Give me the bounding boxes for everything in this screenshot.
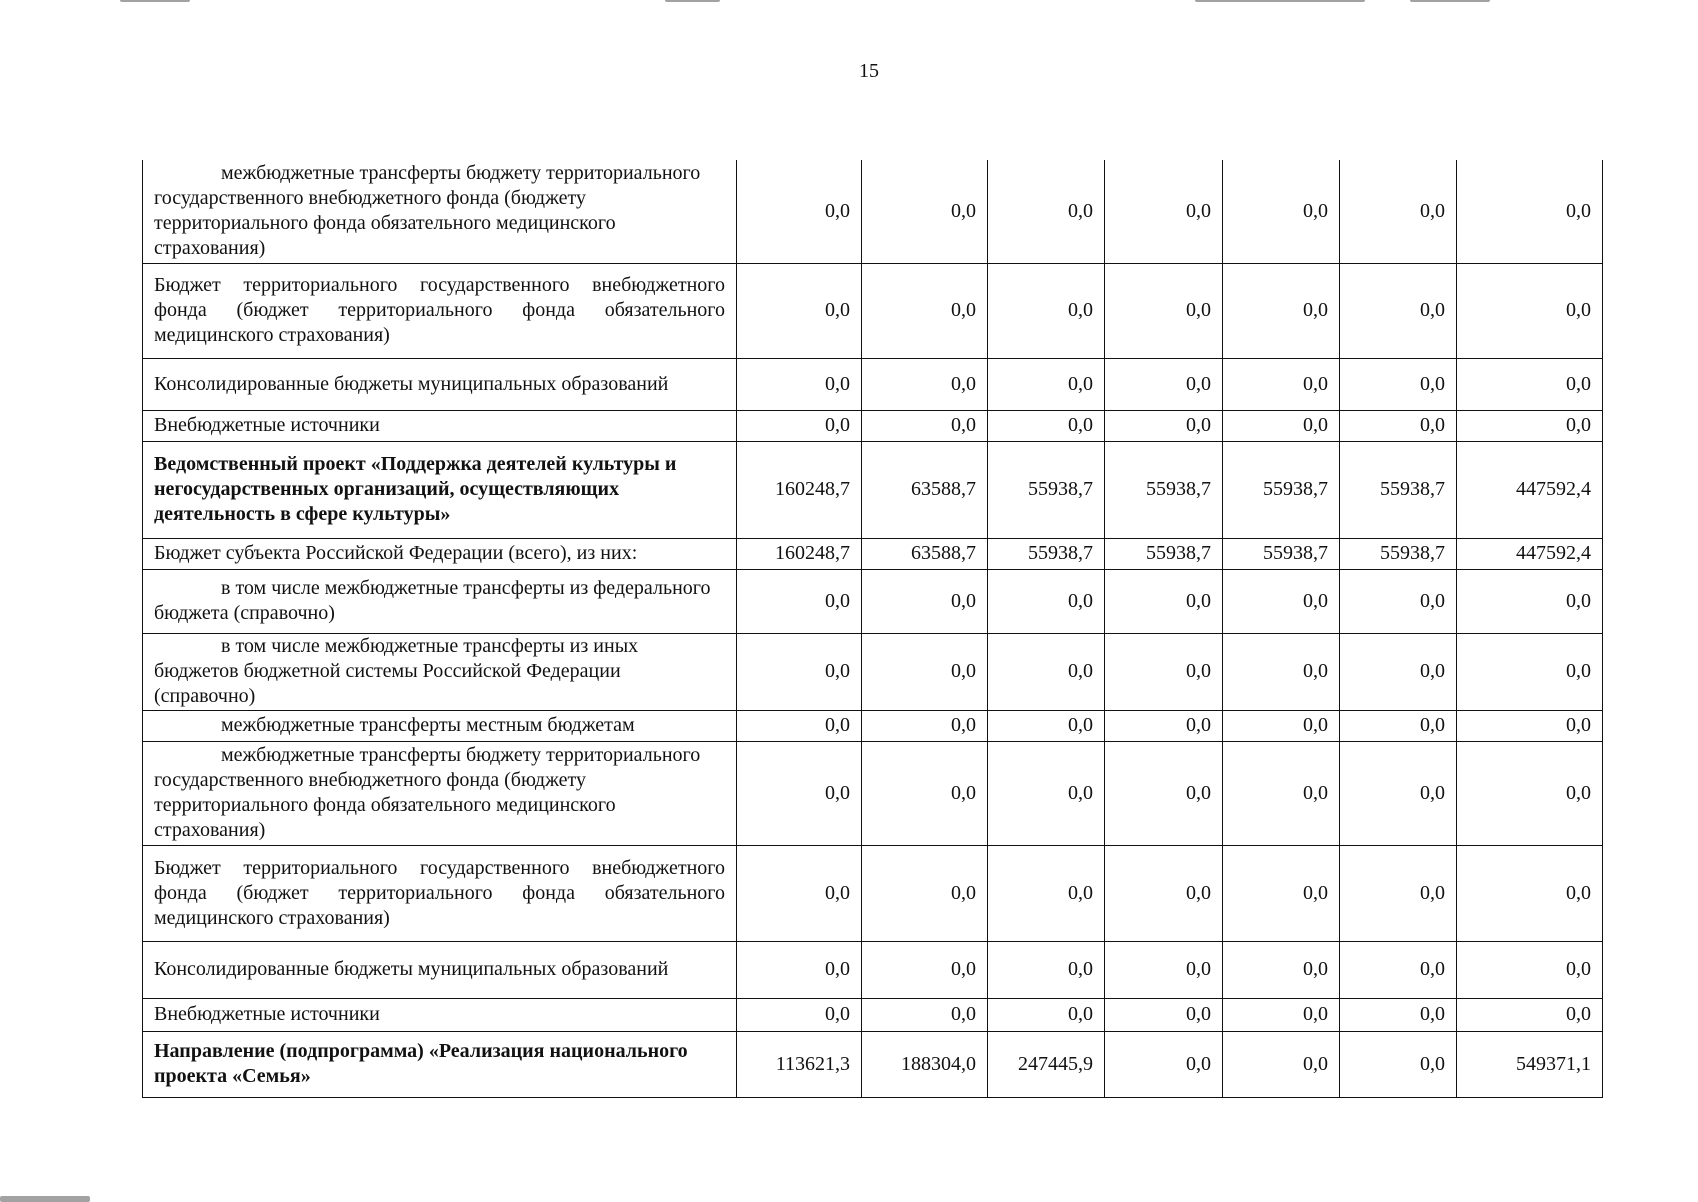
value-cell: 160248,7: [737, 538, 862, 569]
value-cell: 0,0: [1340, 358, 1457, 410]
value-cell: 0,0: [1105, 358, 1223, 410]
row-label: Ведомственный проект «Поддержка деятелей культуры и негосударственных организаций, осуществляющих деятельность в сфере культуры»: [143, 441, 737, 538]
value-cell: 0,0: [1223, 263, 1340, 358]
value-cell: 0,0: [737, 569, 862, 633]
value-cell: 0,0: [988, 569, 1105, 633]
scan-artifact: [665, 0, 720, 2]
value-cell: 0,0: [862, 710, 988, 741]
value-cell: 0,0: [988, 410, 1105, 441]
value-cell: 0,0: [1340, 1031, 1457, 1097]
value-cell: 0,0: [862, 160, 988, 263]
value-cell: 0,0: [1340, 998, 1457, 1031]
value-cell: 0,0: [1105, 160, 1223, 263]
value-cell: 0,0: [1105, 741, 1223, 845]
table-row: [143, 358, 1603, 410]
table-row: [143, 710, 1603, 741]
table-row: [143, 941, 1603, 998]
value-cell: 0,0: [1457, 741, 1603, 845]
value-cell: 0,0: [1340, 569, 1457, 633]
value-cell: 0,0: [1105, 1031, 1223, 1097]
value-cell: 0,0: [1223, 1031, 1340, 1097]
value-cell: 0,0: [862, 998, 988, 1031]
value-cell: 0,0: [1457, 358, 1603, 410]
value-cell: 0,0: [1223, 358, 1340, 410]
value-cell: 0,0: [1223, 410, 1340, 441]
value-cell: 55938,7: [1105, 538, 1223, 569]
value-cell: 0,0: [1340, 410, 1457, 441]
table-row: [143, 633, 1603, 710]
value-cell: 63588,7: [862, 441, 988, 538]
value-cell: 0,0: [737, 263, 862, 358]
value-cell: 0,0: [1223, 741, 1340, 845]
row-label: межбюджетные трансферты бюджету территориального государственного внебюджетного фонда (бюджету территориального фонда обязательного медицинского страхования): [143, 741, 737, 845]
table-row: [143, 1031, 1603, 1097]
value-cell: 55938,7: [988, 441, 1105, 538]
value-cell: 0,0: [1340, 160, 1457, 263]
value-cell: 0,0: [862, 941, 988, 998]
value-cell: 0,0: [1223, 710, 1340, 741]
value-cell: 0,0: [737, 710, 862, 741]
value-cell: 0,0: [1223, 845, 1340, 941]
value-cell: 0,0: [862, 410, 988, 441]
value-cell: 0,0: [1105, 263, 1223, 358]
row-label: Консолидированные бюджеты муниципальных образований: [143, 941, 737, 998]
value-cell: 0,0: [1105, 710, 1223, 741]
value-cell: 0,0: [737, 998, 862, 1031]
value-cell: 0,0: [1105, 998, 1223, 1031]
scan-artifact: [1195, 0, 1365, 2]
table-row: [143, 160, 1603, 263]
scan-artifact: [0, 1196, 90, 1202]
value-cell: 55938,7: [1223, 441, 1340, 538]
row-label: Консолидированные бюджеты муниципальных образований: [143, 358, 737, 410]
row-label: Внебюджетные источники: [143, 998, 737, 1031]
value-cell: 0,0: [1223, 160, 1340, 263]
row-label: Внебюджетные источники: [143, 410, 737, 441]
value-cell: 0,0: [1223, 633, 1340, 710]
value-cell: 0,0: [737, 410, 862, 441]
value-cell: 0,0: [1457, 941, 1603, 998]
value-cell: 0,0: [737, 845, 862, 941]
value-cell: 0,0: [862, 358, 988, 410]
value-cell: 0,0: [737, 160, 862, 263]
budget-table: [142, 160, 1603, 1098]
value-cell: 0,0: [1223, 941, 1340, 998]
value-cell: 55938,7: [1340, 538, 1457, 569]
value-cell: 0,0: [1105, 633, 1223, 710]
table-row: [143, 998, 1603, 1031]
value-cell: 160248,7: [737, 441, 862, 538]
value-cell: 0,0: [1340, 633, 1457, 710]
value-cell: 0,0: [862, 263, 988, 358]
value-cell: 0,0: [988, 998, 1105, 1031]
value-cell: 55938,7: [988, 538, 1105, 569]
value-cell: 0,0: [737, 741, 862, 845]
value-cell: 0,0: [862, 569, 988, 633]
value-cell: 0,0: [1223, 569, 1340, 633]
value-cell: 247445,9: [988, 1031, 1105, 1097]
value-cell: 63588,7: [862, 538, 988, 569]
table-row: [143, 410, 1603, 441]
row-label: Направление (подпрограмма) «Реализация национального проекта «Семья»: [143, 1031, 737, 1097]
scan-artifact: [1410, 0, 1490, 2]
value-cell: 0,0: [737, 358, 862, 410]
value-cell: 0,0: [1105, 941, 1223, 998]
value-cell: 0,0: [1340, 941, 1457, 998]
value-cell: 447592,4: [1457, 441, 1603, 538]
row-label: Бюджет субъекта Российской Федерации (всего), из них:: [143, 538, 737, 569]
value-cell: 0,0: [737, 633, 862, 710]
value-cell: 0,0: [1457, 998, 1603, 1031]
table-row: [143, 845, 1603, 941]
row-label: Бюджет территориального государственного внебюджетного фонда (бюджет территориального фонда обязательного медицинского страхования): [143, 263, 737, 358]
value-cell: 0,0: [988, 741, 1105, 845]
value-cell: 0,0: [737, 941, 862, 998]
value-cell: 0,0: [1340, 845, 1457, 941]
value-cell: 0,0: [1457, 845, 1603, 941]
value-cell: 0,0: [1340, 741, 1457, 845]
value-cell: 0,0: [988, 941, 1105, 998]
value-cell: 0,0: [1340, 263, 1457, 358]
value-cell: 0,0: [988, 845, 1105, 941]
value-cell: 0,0: [988, 633, 1105, 710]
row-label: в том числе межбюджетные трансферты из иных бюджетов бюджетной системы Российской Федерации (справочно): [143, 633, 737, 710]
scan-artifact: [120, 0, 190, 2]
value-cell: 0,0: [862, 633, 988, 710]
table-row: [143, 263, 1603, 358]
value-cell: 0,0: [988, 160, 1105, 263]
value-cell: 0,0: [862, 845, 988, 941]
value-cell: 0,0: [988, 263, 1105, 358]
value-cell: 0,0: [1457, 410, 1603, 441]
row-label: межбюджетные трансферты бюджету территориального государственного внебюджетного фонда (бюджету территориального фонда обязательного медицинского страхования): [143, 160, 737, 263]
value-cell: 55938,7: [1340, 441, 1457, 538]
value-cell: 0,0: [988, 358, 1105, 410]
value-cell: 0,0: [1457, 569, 1603, 633]
table-row: [143, 569, 1603, 633]
value-cell: 55938,7: [1105, 441, 1223, 538]
table-row: [143, 741, 1603, 845]
row-label: в том числе межбюджетные трансферты из федерального бюджета (справочно): [143, 569, 737, 633]
row-label: Бюджет территориального государственного внебюджетного фонда (бюджет территориального фонда обязательного медицинского страхования): [143, 845, 737, 941]
value-cell: 447592,4: [1457, 538, 1603, 569]
value-cell: 0,0: [1457, 160, 1603, 263]
value-cell: 0,0: [1223, 998, 1340, 1031]
value-cell: 0,0: [1105, 569, 1223, 633]
value-cell: 0,0: [1105, 410, 1223, 441]
value-cell: 0,0: [1457, 633, 1603, 710]
value-cell: 0,0: [1340, 710, 1457, 741]
row-label: межбюджетные трансферты местным бюджетам: [143, 710, 737, 741]
value-cell: 188304,0: [862, 1031, 988, 1097]
value-cell: 0,0: [862, 741, 988, 845]
page-number: 15: [859, 60, 879, 82]
table-row: [143, 441, 1603, 538]
value-cell: 0,0: [988, 710, 1105, 741]
value-cell: 0,0: [1457, 710, 1603, 741]
table-row: [143, 538, 1603, 569]
value-cell: 55938,7: [1223, 538, 1340, 569]
value-cell: 0,0: [1457, 263, 1603, 358]
value-cell: 113621,3: [737, 1031, 862, 1097]
value-cell: 0,0: [1105, 845, 1223, 941]
value-cell: 549371,1: [1457, 1031, 1603, 1097]
